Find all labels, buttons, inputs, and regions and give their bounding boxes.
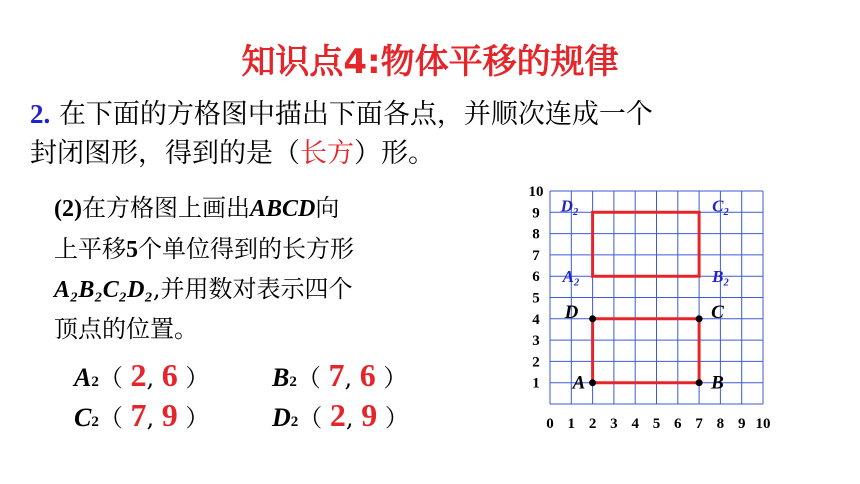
question-text-2b: ）形。: [354, 138, 435, 169]
y-tick-label: 1: [532, 375, 540, 392]
page-title: 知识点4:物体平移的规律: [241, 42, 619, 82]
part2-five: 5: [126, 237, 138, 263]
a2b2c2d2-label: A₂B₂C₂D₂: [54, 277, 153, 303]
part2-text-4: 顶点的位置。: [54, 315, 198, 343]
x-tick-label: 0: [546, 416, 554, 432]
answer-b2-x: 7: [328, 357, 345, 393]
part2-text-2a: 上平移: [54, 235, 126, 263]
part2-text-2b: 个单位得到的长方形: [138, 235, 354, 263]
question-text-2a: 封闭图形，得到的是（: [30, 138, 300, 169]
y-tick-label: 9: [532, 205, 540, 222]
point-c: [696, 315, 703, 322]
label-a: A: [572, 372, 586, 394]
answer-shape: 长方: [300, 138, 354, 169]
label-a2: A₂: [562, 267, 580, 287]
question-text-1: 在下面的方格图中描出下面各点，并顺次连成一个: [58, 99, 653, 130]
label-b: B: [711, 372, 724, 394]
x-tick-label: 8: [716, 416, 725, 432]
rectangle-a2b2c2d2: [593, 212, 700, 276]
y-tick-label: 3: [532, 333, 540, 350]
answer-c2: C2（ 7, 9 ）: [74, 397, 210, 433]
answer-c2-x: 7: [130, 397, 147, 433]
rectangle-abcd: [593, 319, 700, 383]
x-tick-label: 5: [652, 416, 661, 432]
label-c2: C₂: [712, 196, 730, 216]
x-tick-label: 10: [755, 416, 771, 432]
label-d2: D₂: [560, 196, 579, 216]
answer-a2: A2（ 2, 6 ）: [74, 357, 210, 393]
label-d: D: [564, 301, 579, 323]
x-tick-label: 9: [737, 416, 746, 432]
x-tick-label: 3: [610, 416, 618, 432]
x-tick-label: 7: [695, 416, 703, 432]
point-b: [696, 379, 703, 386]
part2-text-3: ,并用数对表示四个: [152, 275, 353, 303]
answer-b2-y: 6: [359, 357, 376, 393]
point-a: [589, 379, 596, 386]
y-tick-label: 5: [532, 290, 540, 307]
question-number: 2.: [30, 99, 51, 129]
answer-a2-x: 2: [130, 357, 147, 393]
answer-c2-y: 9: [161, 397, 178, 433]
abcd-label: ABCD: [249, 196, 316, 222]
answer-d2: D2（ 2, 9 ）: [272, 397, 409, 433]
point-d: [589, 315, 596, 322]
y-tick-label: 7: [532, 247, 540, 264]
y-tick-label: 6: [532, 269, 540, 286]
part2-text-1: 在方格图上画出: [81, 194, 250, 222]
answer-a2-y: 6: [161, 357, 178, 393]
part2-prefix: (2): [54, 196, 82, 222]
answer-d2-x: 2: [329, 397, 346, 433]
y-tick-label: 8: [532, 226, 540, 243]
x-tick-label: 6: [674, 416, 682, 432]
x-tick-label: 4: [631, 416, 639, 432]
answer-b2: B2（ 7, 6 ）: [272, 357, 408, 393]
x-tick-label: 2: [588, 416, 597, 432]
y-tick-label: 4: [532, 311, 540, 328]
answer-d2-y: 9: [361, 397, 378, 433]
y-tick-label: 2: [532, 354, 540, 371]
x-tick-label: 1: [567, 416, 576, 432]
label-c: C: [711, 301, 724, 323]
label-b2: B₂: [712, 267, 730, 287]
y-tick-label: 10: [528, 184, 544, 200]
part2-text-1-end: 向: [315, 194, 340, 222]
